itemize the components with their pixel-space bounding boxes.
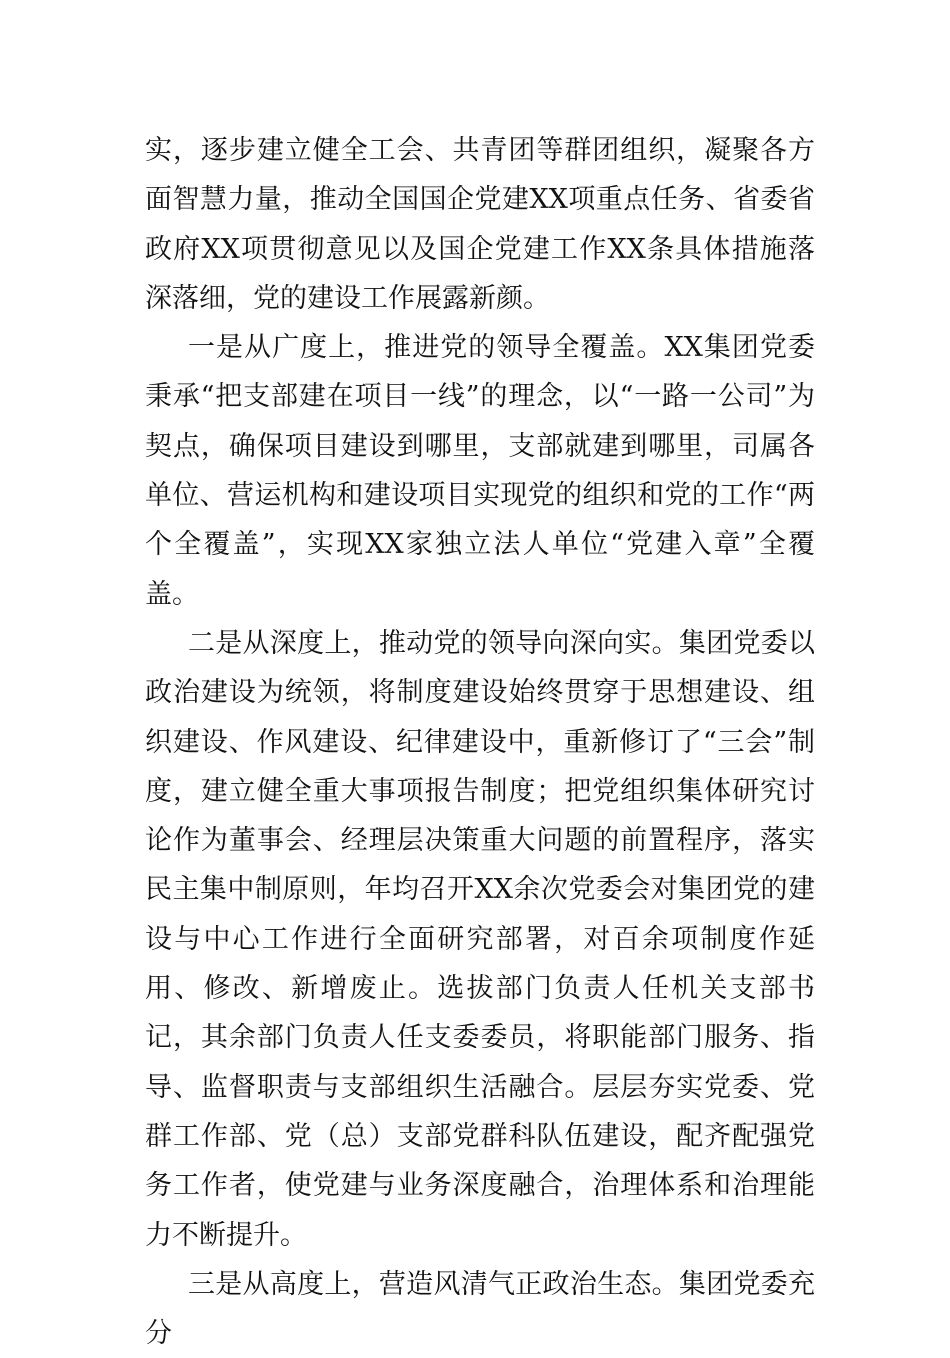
text-line: 废止。选拔部门负责人任机关支部书记，其余部门负责人 [145, 973, 816, 1054]
text-line: 织生活融合。层层夯实党委、党群工作部、党（总）支部 [145, 1071, 816, 1152]
text-line: 作进行全面研究部署，对百余项制度作延用、修改、新增 [145, 923, 816, 1005]
text-line: 董事会、经理层决策重大问题的前置程序，落实民主集中 [145, 825, 816, 906]
text-line: 智慧力量，推动全国国企党建XX项重点任务、省委省政府 [145, 184, 815, 265]
document-body [145, 126, 815, 1358]
text-line: 二是从深度上，推动党的领导向深向实。集团党委以政 [145, 627, 815, 709]
text-line: 位、营运机构和建设项目实现党的组织和党的工作“两个 [145, 480, 815, 561]
text-line: 实，逐步建立健全工会、共青团等群团组织，凝聚各方面 [145, 135, 815, 216]
text-line: 党群科队伍建设，配齐配强党务工作者，使党建与业务深 [145, 1120, 816, 1202]
paragraph-continuation [145, 126, 815, 323]
text-line: 制原则，年均召开XX余次党委会对集团党的建设与中心工 [145, 874, 815, 955]
text-line: 度融合，治理体系和治理能力不断提升。 [145, 1170, 816, 1251]
text-line: 治建设为统领，将制度建设始终贯穿于思想建设、组织建 [145, 677, 816, 758]
text-line: 全覆盖”，实现XX家独立法人单位“党建入章”全覆盖。 [145, 529, 816, 610]
text-line: 设、作风建设、纪律建设中，重新修订了“三会”制度， [145, 726, 816, 807]
text-line: 建立健全重大事项报告制度；把党组织集体研究讨论作为 [145, 775, 816, 857]
paragraph-breadth [145, 323, 815, 619]
text-line: XX项贯彻意见以及国企党建工作XX条具体措施落深落细， [145, 233, 815, 314]
text-line: 承“把支部建在项目一线”的理念，以“一路一公司”为 [172, 381, 816, 413]
text-line: 契点，确保项目建设到哪里，支部就建到哪里，司属各单 [145, 430, 815, 512]
text-line: 三是从高度上，营造风清气正政治生态。集团党委充分 [145, 1268, 815, 1350]
text-line: 任支委委员，将职能部门服务、指导、监督职责与支部组 [145, 1022, 816, 1103]
paragraph-depth [145, 619, 815, 1260]
text-line: 党的建设工作展露新颜。 [253, 282, 550, 314]
paragraph-height [145, 1260, 815, 1358]
text-line: 一是从广度上，推进党的领导全覆盖。XX集团党委秉 [145, 332, 815, 413]
